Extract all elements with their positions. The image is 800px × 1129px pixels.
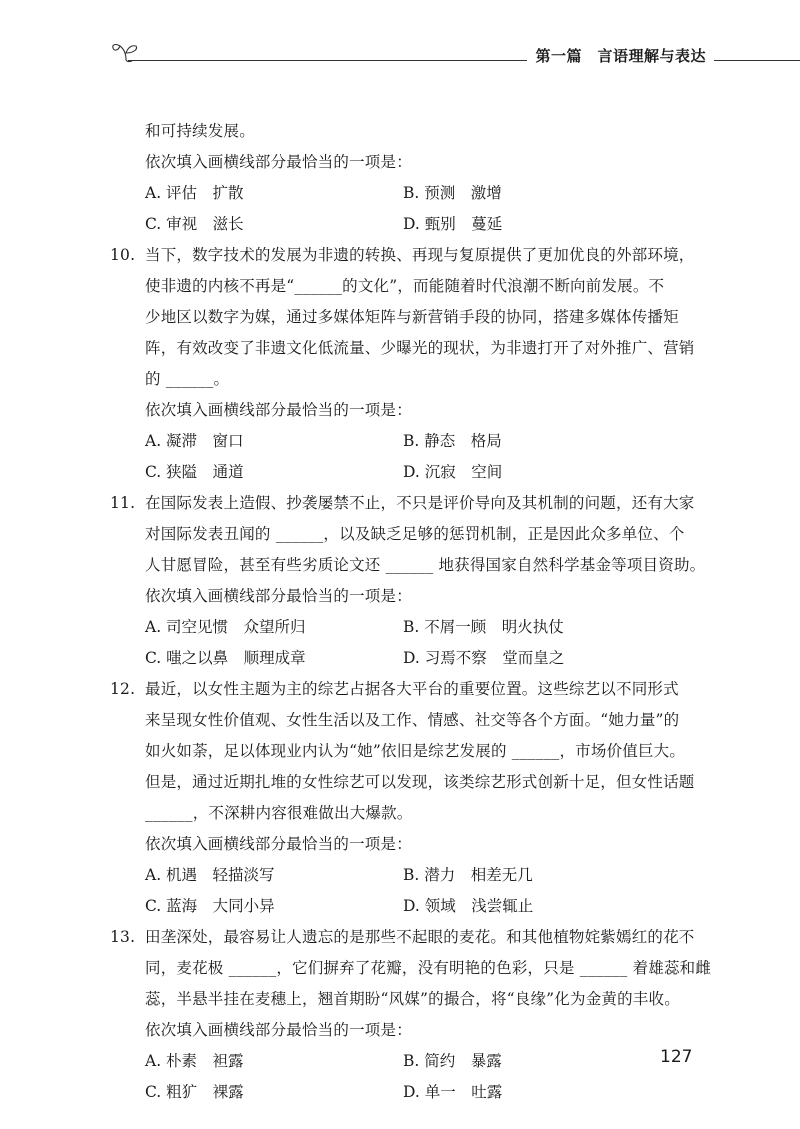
question-11	[110, 488, 710, 674]
question-number: 13.	[110, 928, 136, 946]
option-d: D. 沉寂 空间	[403, 463, 503, 481]
option-b: B. 静态 格局	[403, 432, 502, 450]
page-body	[110, 116, 710, 1108]
option-a: A. 凝滞 窗口	[145, 432, 244, 450]
option-b: B. 不屑一顾 明火执仗	[403, 618, 564, 636]
options-row	[110, 457, 710, 488]
question-text-line: 使非遗的内核不再是“______的文化”，而能随着时代浪潮不断向前发展。不	[145, 277, 665, 295]
option-b: B. 潜力 相差无几	[403, 866, 533, 884]
question-12	[110, 674, 710, 922]
question-number: 11.	[110, 494, 136, 512]
q9-options-row-1	[110, 178, 710, 209]
options-row	[110, 643, 710, 674]
question-text-line: 人甘愿冒险，甚至有些劣质论文还 ______ 地获得国家自然科学基金等项目资助。	[145, 556, 706, 574]
q9-prompt: 依次填入画横线部分最恰当的一项是：	[145, 153, 412, 171]
option-b: B. 简约 暴露	[403, 1052, 502, 1070]
option-a: A. 朴素 袒露	[145, 1052, 244, 1070]
options-row	[110, 860, 710, 891]
question-text-line: 当下，数字技术的发展为非遗的转换、再现与复原提供了更加优良的外部环境，	[145, 246, 695, 264]
question-text-line: ______，不深耕内容很难做出大爆款。	[145, 804, 413, 822]
question-prompt: 依次填入画横线部分最恰当的一项是：	[145, 587, 412, 605]
option-c: C. 粗犷 裸露	[145, 1083, 244, 1101]
question-prompt: 依次填入画横线部分最恰当的一项是：	[145, 835, 412, 853]
options-row	[110, 891, 710, 922]
question-prompt: 依次填入画横线部分最恰当的一项是：	[145, 1021, 412, 1039]
option-a: A. 司空见惯 众望所归	[145, 618, 306, 636]
question-text-line: 少地区以数字为媒，通过多媒体矩阵与新营销手段的协同，搭建多媒体传播矩	[145, 308, 679, 326]
option-c: C. 蓝海 大同小异	[145, 897, 275, 915]
question-text-line: 在国际发表上造假、抄袭屡禁不止，不只是评价导向及其机制的问题，还有大家	[145, 494, 695, 512]
question-text-line: 对国际发表丑闻的 ______，以及缺乏足够的惩罚机制，正是因此众多单位、个	[145, 525, 685, 543]
question-text-line: 同，麦花极 ______，它们摒弃了花瓣，没有明艳的色彩，只是 ______ 着雄蕊和雌	[145, 959, 712, 977]
option-c: C. 狭隘 通道	[145, 463, 244, 481]
question-text-line: 蕊，半悬半挂在麦穗上，翘首期盼“风媒”的撮合，将“良缘”化为金黄的丰收。	[145, 990, 680, 1008]
question-text-line: 阵，有效改变了非遗文化低流量、少曝光的现状，为非遗打开了对外推广、营销	[145, 339, 695, 357]
options-row	[110, 1077, 710, 1108]
q9-option-d: D. 甄别 蔓延	[403, 215, 503, 233]
section-title: 第一篇 言语理解与表达	[527, 45, 714, 66]
question-text-line: 但是，通过近期扎堆的女性综艺可以发现，该类综艺形式创新十足，但女性话题	[145, 773, 695, 791]
q9-options-row-2	[110, 209, 710, 240]
question-number: 12.	[110, 680, 136, 698]
question-text-line: 田垄深处，最容易让人遗忘的是那些不起眼的麦花。和其他植物姹紫嫣红的花不	[145, 928, 695, 946]
question-prompt: 依次填入画横线部分最恰当的一项是：	[145, 401, 412, 419]
options-row	[110, 612, 710, 643]
options-row	[110, 1046, 710, 1077]
question-text-line: 最近，以女性主题为主的综艺占据各大平台的重要位置。这些综艺以不同形式	[145, 680, 679, 698]
question-13	[110, 922, 710, 1108]
q9-option-b: B. 预测 激增	[403, 184, 502, 202]
question-10	[110, 240, 710, 488]
page-header	[110, 36, 800, 68]
question-number: 10.	[110, 246, 136, 264]
options-row	[110, 426, 710, 457]
option-d: D. 单一 吐露	[403, 1083, 503, 1101]
option-d: D. 领域 浅尝辄止	[403, 897, 534, 915]
option-c: C. 嗤之以鼻 顺理成章	[145, 649, 306, 667]
question-text-line: 的 ______。	[145, 370, 230, 388]
page-number: 127	[660, 1047, 693, 1067]
question-text-line: 如火如荼，足以体现业内认为“她”依旧是综艺发展的 ______，市场价值巨大。	[145, 742, 686, 760]
q9-option-c: C. 审视 滋长	[145, 215, 244, 233]
sprout-icon	[110, 36, 150, 66]
option-a: A. 机遇 轻描淡写	[145, 866, 275, 884]
q9-option-a: A. 评估 扩散	[145, 184, 244, 202]
option-d: D. 习焉不察 堂而皇之	[403, 649, 565, 667]
q9-continuation: 和可持续发展。	[145, 122, 255, 140]
question-text-line: 来呈现女性价值观、女性生活以及工作、情感、社交等各个方面。“她力量”的	[145, 711, 680, 729]
